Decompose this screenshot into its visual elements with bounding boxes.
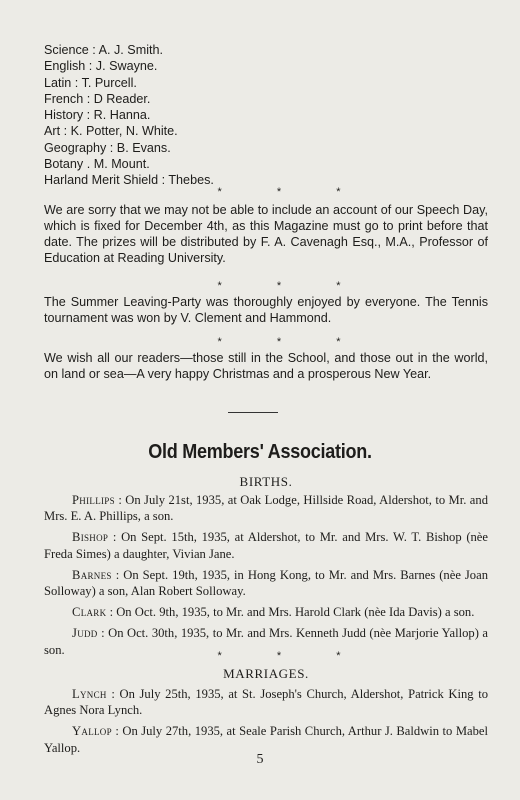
page-number: 5 [256, 752, 264, 767]
asterism-separator: * * * [217, 186, 367, 198]
prize-item: French : D Reader. [44, 91, 151, 106]
marriages-heading: MARRIAGES. [223, 666, 309, 681]
asterism-separator: * * * [217, 280, 367, 292]
surname: Yallop [72, 724, 112, 739]
births-list [44, 492, 488, 663]
marriages-list [44, 686, 488, 761]
prize-item: English : J. Swayne. [44, 59, 158, 74]
birth-entry: Judd : On Oct. 30th, 1935, to Mr. and Mrs. Kenneth Judd (nèe Marjorie Yallop) a son. [44, 626, 488, 657]
marriage-entry: Yallop : On July 27th, 1935, at Seale Parish Church, Arthur J. Baldwin to Mabel Yallop. [44, 724, 488, 755]
prize-item: Geography : B. Evans. [44, 140, 171, 155]
birth-entry: Clark : On Oct. 9th, 1935, to Mr. and Mrs. Harold Clark (nèe Ida Davis) a son. [72, 605, 475, 620]
prize-list [44, 42, 488, 189]
surname: Judd [72, 626, 98, 641]
prize-item: Latin : T. Purcell. [44, 75, 137, 90]
section-divider [228, 412, 278, 413]
asterism-separator: * * * [217, 336, 367, 348]
marriage-entry: Lynch : On July 25th, 1935, at St. Joseph's Church, Aldershot, Patrick King to Agnes Nora Lynch. [44, 687, 489, 718]
prize-item: Science : A. J. Smith. [44, 43, 163, 57]
surname: Lynch [72, 687, 107, 701]
asterism-separator: * * * [217, 650, 367, 662]
speech-day-paragraph: We are sorry that we may not be able to include an account of our Speech Day, which is fixed for December 4th, as this Magazine must go to print before that date. The prizes will be distributed by F. A. Cavenagh Esq., M.A., Professor of Education at Reading University. [44, 203, 488, 265]
christmas-wishes-paragraph: We wish all our readers—those still in the School, and those out in the world, on land or sea—A very happy Christmas and a prosperous New Year. [44, 351, 488, 381]
birth-entry: Phillips : On July 21st, 1935, at Oak Lodge, Hillside Road, Aldershot, to Mr. and Mrs. E. A. Phillips, a son. [44, 493, 488, 524]
association-title: Old Members' Association. [148, 440, 372, 463]
surname: Phillips [72, 493, 115, 507]
birth-entry: Bishop : On Sept. 15th, 1935, at Aldershot, to Mr. and Mrs. W. T. Bishop (nèe Freda Simes) a daughter, Vivian Jane. [44, 530, 488, 561]
prize-item: History : R. Hanna. [44, 108, 151, 123]
prize-item: Art : K. Potter, N. White. [44, 124, 178, 139]
births-heading: BIRTHS. [239, 474, 293, 489]
leaving-party-paragraph: The Summer Leaving-Party was thoroughly enjoyed by everyone. The Tennis tournament was won by V. Clement and Hammond. [44, 295, 488, 325]
surname: Barnes [72, 567, 112, 582]
prize-item: Harland Merit Shield : Thebes. [44, 173, 214, 188]
surname: Bishop [72, 530, 109, 545]
prize-item: Botany . M. Mount. [44, 157, 150, 172]
birth-entry: Barnes : On Sept. 19th, 1935, in Hong Kong, to Mr. and Mrs. Barnes (nèe Joan Solloway) a son, Alan Robert Solloway. [44, 567, 488, 599]
surname: Clark [72, 605, 107, 620]
